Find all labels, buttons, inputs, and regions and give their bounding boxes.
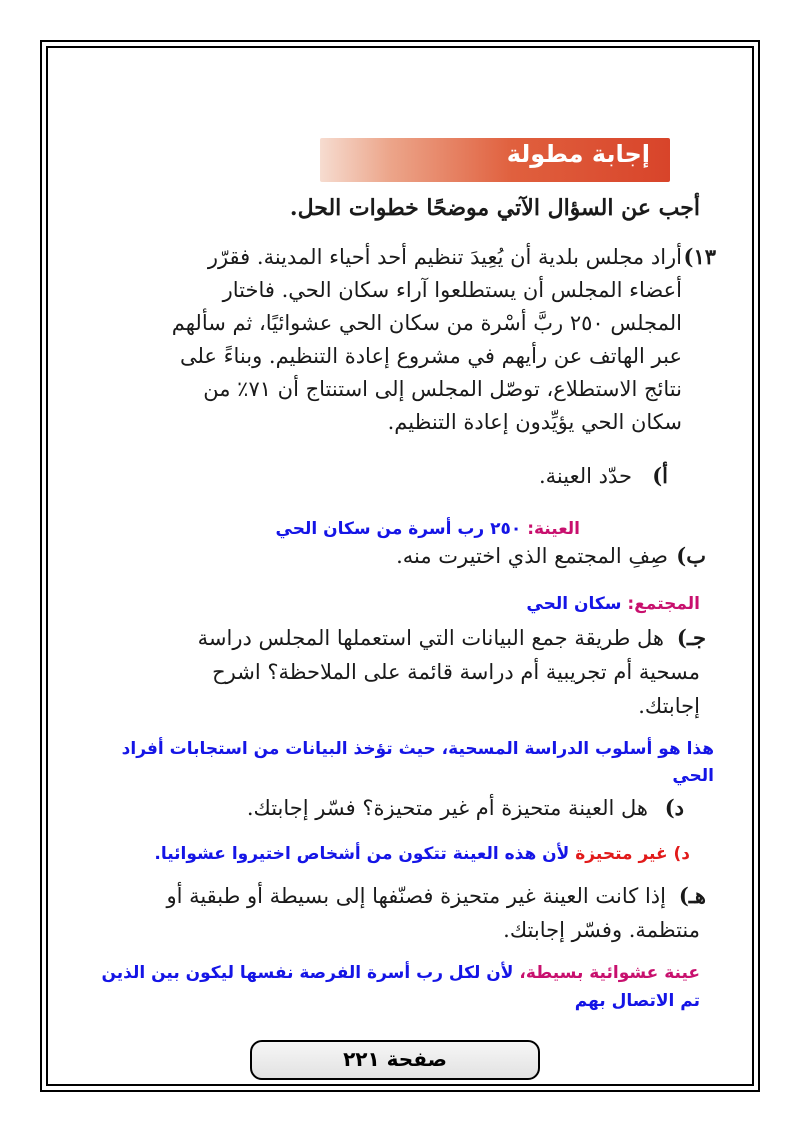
page-number: صفحة ٢٢١	[343, 1047, 447, 1071]
part-e-answer-line-1	[101, 962, 700, 984]
part-c-answer-line-1: هذا هو أسلوب الدراسة المسحية، حيث تؤخذ البيانات من استجابات أفراد	[121, 739, 714, 759]
part-d-text: هل العينة متحيزة أم غير متحيزة؟ فسّر إجابتك.	[246, 796, 648, 820]
part-d-answer	[154, 843, 690, 865]
part-e-marker: هـ)	[678, 883, 706, 908]
question-line-3: المجلس ٢٥٠ ربَّ أسْرة من سكان الحي عشوائيًا، ثم سألهم	[171, 311, 682, 335]
banner-title: إجابة مطولة	[506, 140, 650, 168]
part-e-answer-text: لأن لكل رب أسرة الفرصة نفسها ليكون بين الذين	[101, 963, 514, 983]
part-d-marker: د)	[664, 795, 684, 820]
section-banner	[320, 138, 670, 182]
instruction: أجب عن السؤال الآتي موضحًا خطوات الحل.	[289, 195, 700, 221]
part-a-answer-label: العينة:	[527, 519, 580, 539]
part-e-answer-line-2: تم الاتصال بهم	[574, 991, 700, 1011]
part-c-line-1: هل طريقة جمع البيانات التي استعملها المجلس دراسة	[197, 626, 664, 650]
question-line-6: سكان الحي يؤيِّدون إعادة التنظيم.	[387, 410, 682, 434]
part-b-text: صِفِ المجتمع الذي اختيرت منه.	[396, 544, 668, 568]
part-d-answer-text: لأن هذه العينة تتكون من أشخاص اختيروا عشوائيا.	[154, 844, 570, 864]
part-b-answer-text: سكان الحي	[526, 594, 622, 614]
part-a-answer-text: ٢٥٠ رب أسرة من سكان الحي	[275, 519, 522, 539]
page-number-box	[250, 1040, 540, 1080]
part-c-line-2: مسحية أم تجريبية أم دراسة قائمة على الملاحظة؟ اشرح	[212, 660, 700, 684]
question-line-4: عبر الهاتف عن رأيهم في مشروع إعادة التنظيم. وبناءً على	[179, 344, 682, 368]
part-e-line-2: منتظمة. وفسّر إجابتك.	[503, 918, 700, 942]
question-number: ١٣)	[683, 244, 716, 269]
part-e-line-1: إذا كانت العينة غير متحيزة فصنّفها إلى بسيطة أو طبقية أو	[166, 884, 666, 908]
question-line-5: نتائج الاستطلاع، توصّل المجلس إلى استنتاج أن ٧١٪ من	[203, 377, 682, 401]
part-a-answer	[276, 518, 580, 540]
part-a-marker: أ)	[652, 463, 668, 488]
part-c-marker: جـ)	[676, 625, 706, 650]
part-b-answer	[526, 593, 700, 615]
part-b-answer-label: المجتمع:	[627, 594, 700, 614]
part-e-answer-label: عينة عشوائية بسيطة،	[519, 963, 700, 983]
question-line-1: أراد مجلس بلدية أن يُعِيدَ تنظيم أحد أحياء المدينة. فقرّر	[207, 245, 682, 269]
part-b-marker: ب)	[676, 543, 706, 568]
part-d-answer-label: د) غير متحيزة	[575, 844, 690, 864]
question-line-2: أعضاء المجلس أن يستطلعوا آراء سكان الحي. فاختار	[222, 278, 682, 302]
part-a-text: حدّد العينة.	[538, 464, 632, 488]
part-c-answer-line-2: الحي	[672, 766, 714, 786]
part-c-line-3: إجابتك.	[638, 694, 700, 718]
